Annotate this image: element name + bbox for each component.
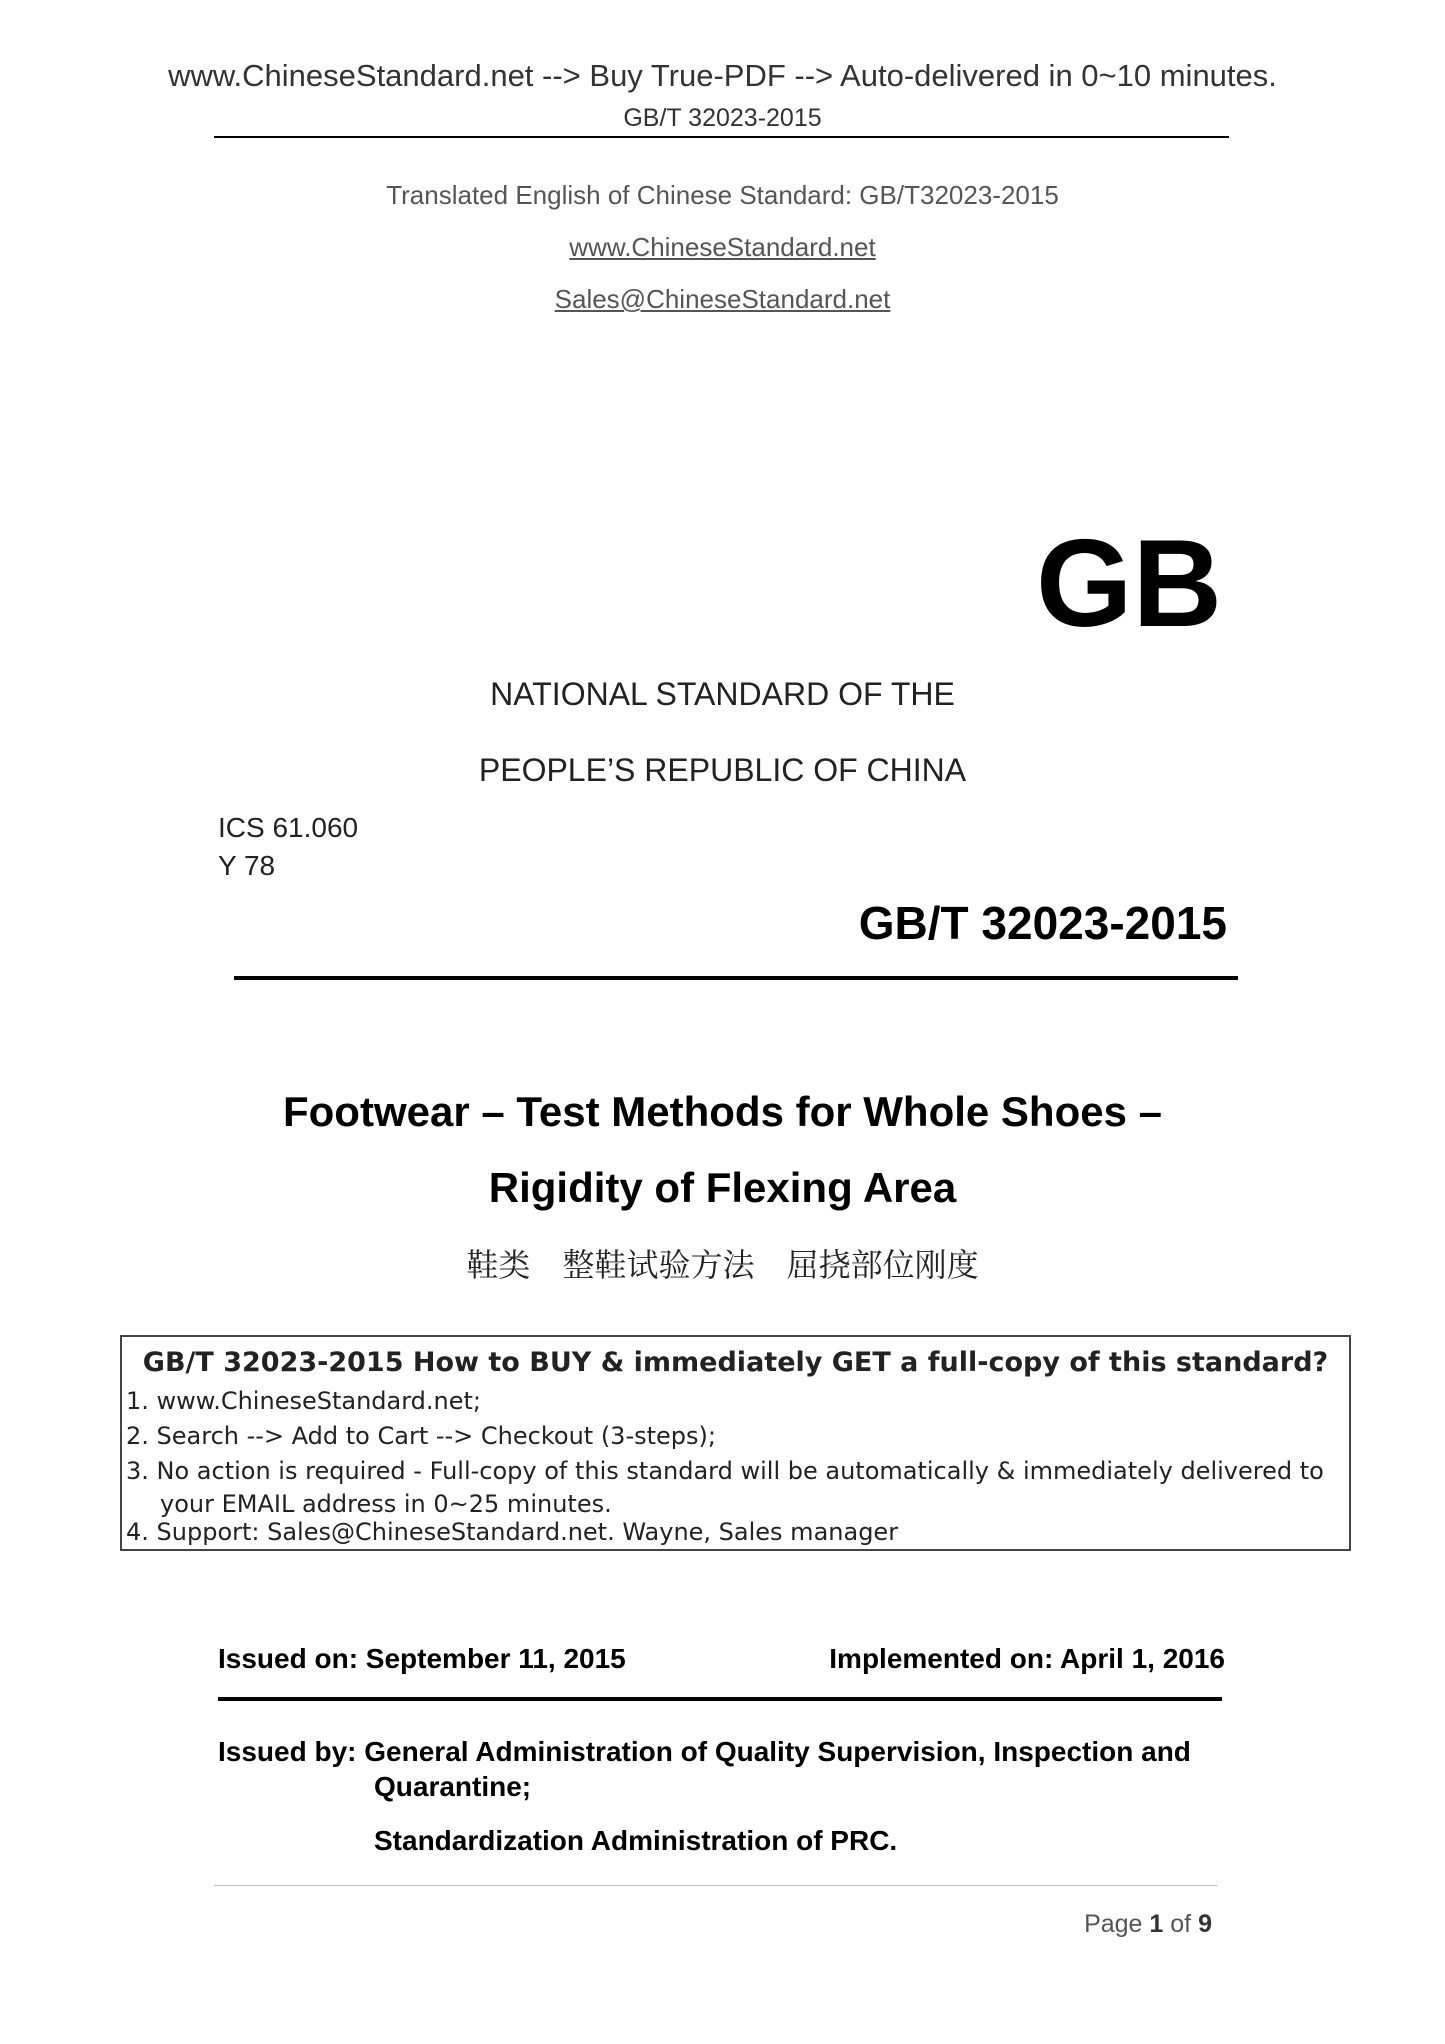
header-divider — [214, 136, 1229, 138]
footer-divider — [214, 1885, 1217, 1886]
standard-number-divider — [234, 976, 1238, 980]
document-title-line2: Rigidity of Flexing Area — [488, 1164, 957, 1211]
page-prefix: Page — [1084, 1910, 1143, 1938]
header-banner: www.ChineseStandard.net --> Buy True-PDF --> Auto-delivered in 0~10 minutes. — [168, 58, 1277, 93]
buy-step-3: 3. No action is required - Full-copy of this standard will be automatically & immediately delivered to — [126, 1457, 1324, 1485]
document-title-chinese: 鞋类 整鞋试验方法 屈挠部位刚度 — [466, 1246, 979, 1284]
dates-divider — [218, 1697, 1222, 1701]
standard-number: GB/T 32023-2015 — [858, 897, 1227, 949]
page-of: of — [1170, 1910, 1192, 1938]
page-total: 9 — [1198, 1910, 1212, 1938]
page-current: 1 — [1149, 1910, 1164, 1938]
classification-code: Y 78 — [218, 850, 276, 881]
buy-step-1: 1. www.ChineseStandard.net; — [126, 1387, 482, 1415]
website-link-row — [0, 232, 1445, 263]
page-number — [1084, 1910, 1212, 1939]
email-link-row — [0, 284, 1445, 315]
buy-step-2: 2. Search --> Add to Cart --> Checkout (3-steps); — [126, 1422, 716, 1450]
buy-box-title: GB/T 32023-2015 How to BUY & immediately GET a full-copy of this standard? — [142, 1347, 1329, 1378]
national-standard-line1: NATIONAL STANDARD OF THE — [490, 676, 955, 712]
issuer-org-2: Standardization Administration of PRC. — [374, 1825, 898, 1856]
gb-mark: GB — [1036, 515, 1222, 653]
issuer-org-1: General Administration of Quality Supervision, Inspection and — [364, 1736, 1191, 1767]
website-link[interactable]: www.ChineseStandard.net — [569, 232, 876, 262]
issued-by-row — [218, 1733, 1228, 1771]
header-standard-code: GB/T 32023-2015 — [623, 104, 822, 132]
document-title-line1: Footwear – Test Methods for Whole Shoes – — [283, 1088, 1162, 1135]
ics-code: ICS 61.060 — [218, 812, 359, 843]
issued-by-label: Issued by: — [218, 1736, 357, 1767]
issuer-org-1-continued: Quarantine; — [374, 1771, 532, 1802]
national-standard-line2: PEOPLE’S REPUBLIC OF CHINA — [478, 752, 967, 788]
issued-on-date: Issued on: September 11, 2015 — [218, 1643, 626, 1674]
buy-step-4: 4. Support: Sales@ChineseStandard.net. Wayne, Sales manager — [126, 1518, 899, 1546]
translation-note: Translated English of Chinese Standard: GB/T32023-2015 — [386, 180, 1059, 210]
buy-step-3-continued: your EMAIL address in 0~25 minutes. — [160, 1490, 612, 1518]
implemented-on-date: Implemented on: April 1, 2016 — [829, 1643, 1225, 1674]
sales-email-link[interactable]: Sales@ChineseStandard.net — [554, 284, 891, 314]
buy-instructions-box — [120, 1335, 1351, 1551]
